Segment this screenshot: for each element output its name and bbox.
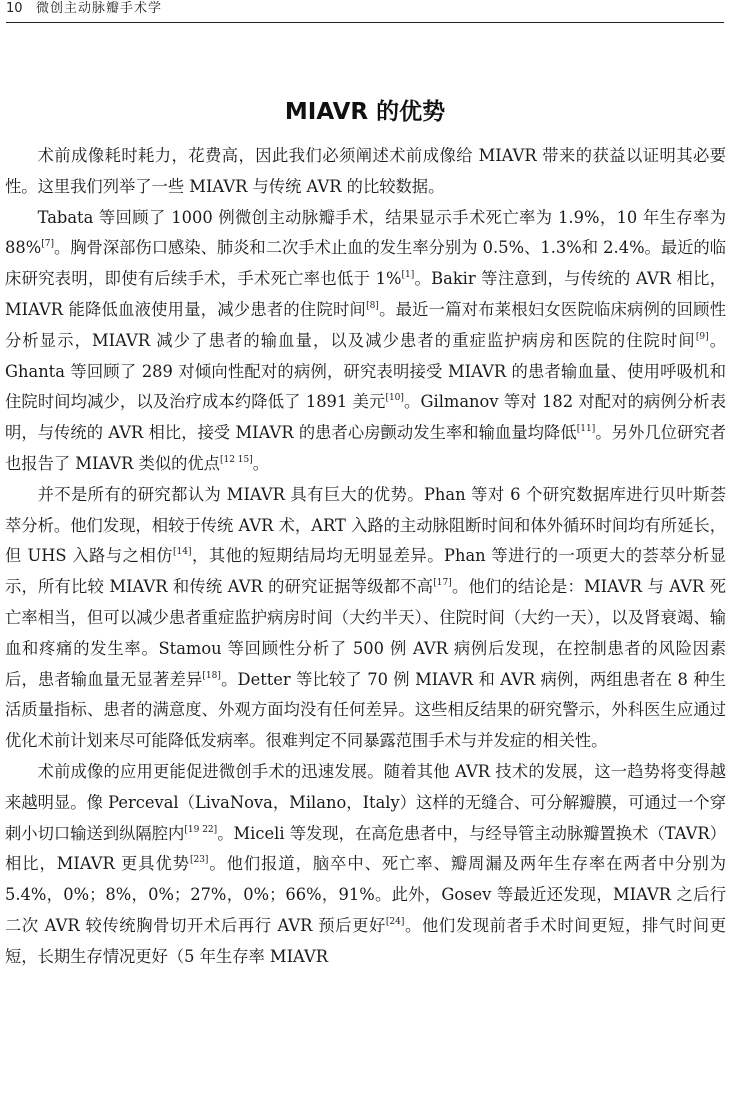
citation-ref: [24] (385, 916, 405, 927)
paragraph-text: 。Ghanta 等回顾了 289 对倾向性配对的病例，研究表明接受 MIAVR 的患者输血量、使用呼吸机和住院时间均减少，以及治疗成本约降低了 1891 美元 (5, 330, 726, 412)
citation-ref: [9] (695, 331, 709, 342)
book-title: 微创主动脉瓣手术学 (36, 1, 163, 16)
paragraph (5, 203, 726, 480)
paragraph-text: 并不是所有的研究都认为 MIAVR 具有巨大的优势。Phan 等对 6 个研究数据库进行贝叶斯荟萃分析。他们发现，相较于传统 AVR 术，ART 入路的主动脉阻断时间和体外循环时间均有所延长，但 UHS 入路与之相仿 (5, 484, 726, 566)
paragraph-text: 术前成像耗时耗力，花费高，因此我们必须阐述术前成像给 MIAVR 带来的获益以证明其必要性。这里我们列举了一些 MIAVR 与传统 AVR 的比较数据。 (5, 146, 726, 196)
paragraph-text: 术前成像的应用更能促进微创手术的迅速发展。随着其他 AVR 技术的发展，这一趋势将变得越来越明显。像 Perceval（LivaNova，Milano，Italy）这样的无缝合、可分解瓣膜，可通过一个穿刺小切口输送到纵隔腔内 (5, 761, 726, 843)
section-title: MIAVR 的优势 (284, 99, 446, 126)
citation-ref: [19 22] (184, 824, 218, 835)
paragraph-text: 。Gilmanov 等对 182 对配对的病例分析表明，与传统的 AVR 相比，接受 MIAVR 的患者心房颤动发生率和输血量均降低 (5, 392, 727, 443)
paragraph-text: 。Bakir 等注意到，与传统的 AVR 相比，MIAVR 能降低血液使用量，减少患者的住院时间 (5, 269, 726, 319)
paragraph (5, 141, 726, 203)
paragraph-text: 。另外几位研究者也报告了 MIAVR 类似的优点 (5, 423, 726, 473)
citation-ref: [7] (41, 239, 54, 250)
paragraph-text: 。他们的结论是：MIAVR 与 AVR 死亡率相当，但可以减少患者重症监护病房时间（大约半天）、住院时间（大约一天），以及肾衰竭、输血和疼痛的发生率。Stamou 等回顾性分析了 500 例 AVR 病例后发现，在控制患者的风险因素后，患者输血量无显著差异 (5, 577, 726, 689)
paragraph (5, 757, 726, 973)
citation-ref: [18] (202, 670, 221, 681)
citation-ref: [17] (433, 578, 452, 589)
citation-ref: [14] (173, 547, 192, 558)
paragraph-text: 。胸骨深部伤口感染、肺炎和二次手术止血的发生率分别为 0.5%、1.3%和 2.4%。最近的临床研究表明，即使有后续手术，手术死亡率也低于 1% (5, 238, 726, 289)
paragraph-text: 。他们发现前者手术时间更短，排气时间更短，长期生存情况更好（5 年生存率 MIAVR (5, 915, 726, 966)
body-text (5, 141, 726, 973)
paragraph-text: 。Detter 等比较了 70 例 MIAVR 和 AVR 病例，两组患者在 8 种生活质量指标、患者的满意度、外观方面均没有任何差异。这些相反结果的研究警示，外科医生应通过优化术前计划来尽可能降低发病率。很难判定不同暴露范围手术与并发症的相关性。 (5, 669, 726, 751)
citation-ref: [23] (189, 855, 209, 866)
citation-ref: [1] (401, 270, 415, 281)
page-number: 10 (6, 1, 23, 16)
citation-ref: [12 15] (219, 454, 253, 465)
paragraph-text: 。他们报道，脑卒中、死亡率、瓣周漏及两年生存率在两者中分别为 5.4%，0%；8%，0%；27%，0%；66%，91%。此外，Gosev 等最近还发现，MIAVR 之后行二次 AVR 较传统胸骨切开术后再行 AVR 预后更好 (5, 854, 726, 935)
paragraph-text: 。 (252, 453, 270, 473)
citation-ref: [11] (576, 424, 596, 435)
running-header (6, 0, 724, 23)
citation-ref: [10] (385, 393, 404, 404)
paragraph-text: 。Miceli 等发现，在高危患者中，与经导管主动脉瓣置换术（TAVR）相比，MIAVR 更具优势 (5, 823, 726, 874)
paragraph-text: Tabata 等回顾了 1000 例微创主动脉瓣手术，结果显示手术死亡率为 1.9%，10 年生存率为 88% (5, 207, 726, 258)
citation-ref: [8] (366, 300, 379, 311)
paragraph-text: 。最近一篇对布莱根妇女医院临床病例的回顾性分析显示，MIAVR 减少了患者的输血量，以及减少患者的重症监护病房和医院的住院时间 (5, 299, 726, 350)
paragraph-text: ，其他的短期结局均无明显差异。Phan 等进行的一项更大的荟萃分析显示，所有比较 MIAVR 和传统 AVR 的研究证据等级都不高 (5, 546, 726, 597)
paragraph (5, 480, 726, 757)
